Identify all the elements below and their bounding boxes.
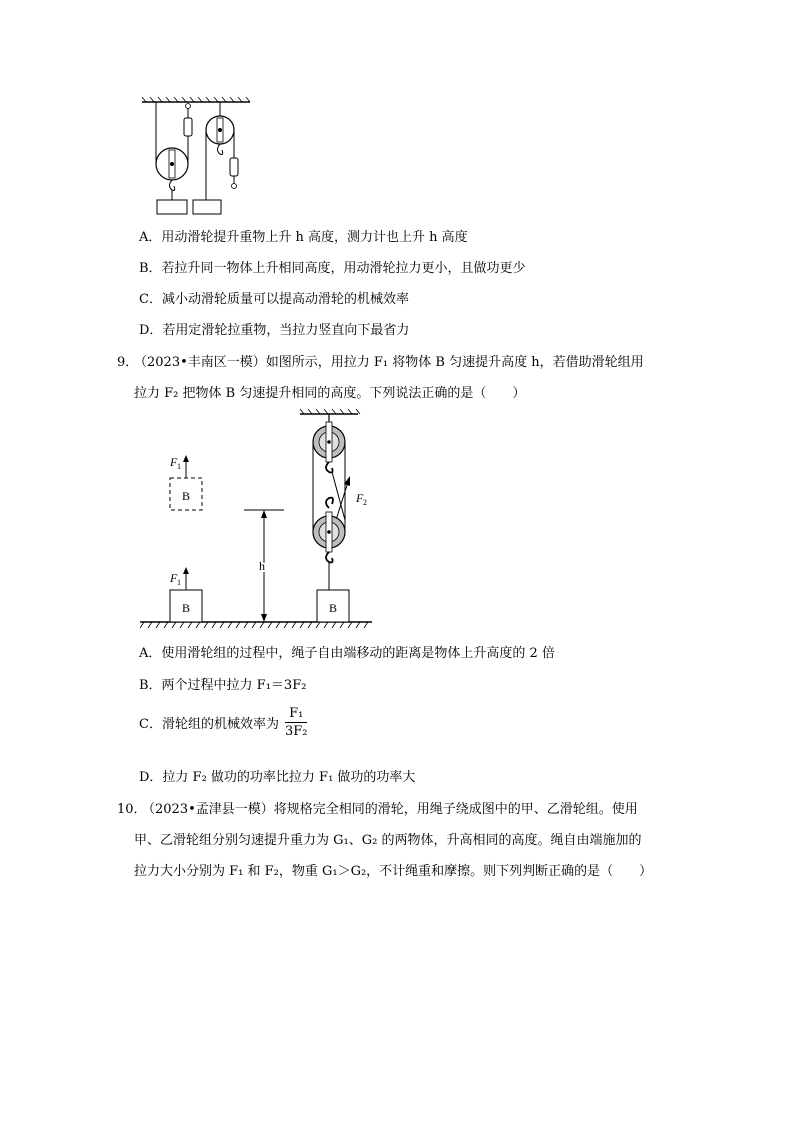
q9-option-c-prefix: C．滑轮组的机械效率为 (139, 717, 279, 732)
q8-option-a: A．用动滑轮提升重物上升 h 高度，测力计也上升 h 高度 (139, 230, 468, 245)
f2-label: F (356, 491, 364, 505)
box-b-label-bottom: B (181, 601, 191, 615)
fraction-denominator: 3F₂ (284, 724, 308, 739)
f1-sub-top: 1 (177, 462, 181, 471)
q8-pulley-figure (140, 96, 260, 218)
q9-number: 9． (117, 355, 139, 370)
q9-option-d: D．拉力 F₂ 做功的功率比拉力 F₁ 做功的功率大 (139, 770, 416, 785)
box-b-label-pulley: B (328, 601, 338, 615)
box-b-label-top: B (181, 489, 191, 503)
f1-sub-bottom: 1 (177, 578, 181, 587)
q9-figure (140, 408, 376, 634)
h-label: h (259, 559, 265, 573)
efficiency-fraction (285, 706, 308, 739)
q10-stem-line1: （2023•孟津县一模）将规格完全相同的滑轮，用绳子绕成图中的甲、乙滑轮组。使用 (142, 802, 638, 817)
fraction-numerator: F₁ (285, 706, 308, 723)
q10-number: 10． (117, 802, 147, 817)
q9-stem-line1: （2023•丰南区一模）如图所示，用拉力 F₁ 将物体 B 匀速提升高度 h，若借助滑轮组用 (134, 355, 644, 370)
q9-option-c (139, 706, 307, 739)
f2-sub: 2 (363, 498, 367, 507)
q10-stem-line3: 拉力大小分别为 F₁ 和 F₂，物重 G₁＞G₂，不计绳重和摩擦。则下列判断正确的是（ ） (134, 864, 653, 879)
q9-option-b: B．两个过程中拉力 F₁＝3F₂ (139, 678, 307, 693)
q10-stem-line2: 甲、乙滑轮组分别匀速提升重力为 G₁、G₂ 的两物体，升高相同的高度。绳自由端施加的 (134, 833, 642, 848)
q9-option-a: A．使用滑轮组的过程中，绳子自由端移动的距离是物体上升高度的 2 倍 (139, 646, 555, 661)
f1-label-bottom: F (170, 571, 178, 585)
q8-option-d: D．若用定滑轮拉重物，当拉力竖直向下最省力 (139, 323, 410, 338)
q8-option-c: C．减小动滑轮质量可以提高动滑轮的机械效率 (139, 292, 409, 307)
q9-stem-line2: 拉力 F₂ 把物体 B 匀速提升相同的高度。下列说法正确的是（ ） (134, 386, 526, 401)
q8-option-b: B．若拉升同一物体上升相同高度，用动滑轮拉力更小，且做功更少 (139, 261, 526, 276)
f1-label-top: F (170, 455, 178, 469)
